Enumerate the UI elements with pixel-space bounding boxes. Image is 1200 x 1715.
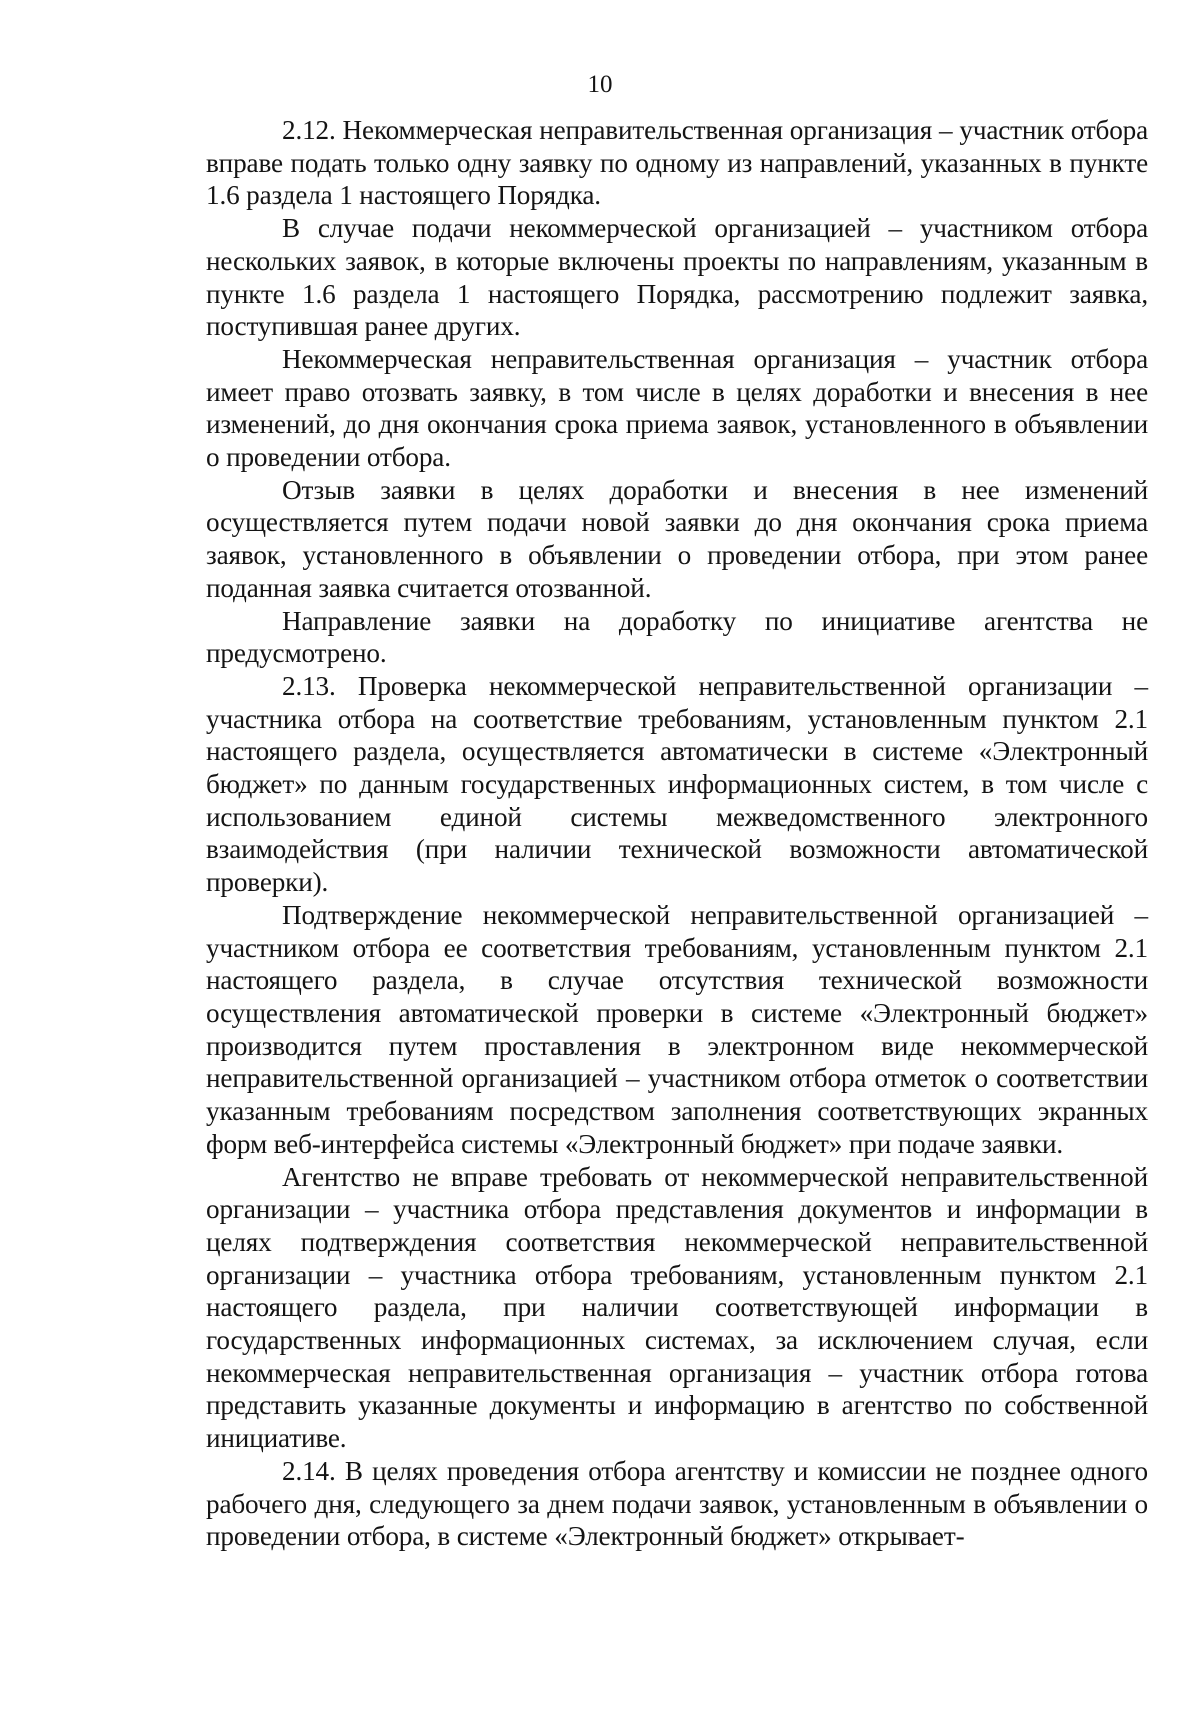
paragraph-withdraw-application: Некоммерческая неправительственная организация – участник отбора имеет право отозвать заявку, в том числе в целях доработки и внесения в нее изменений, до дня окончания срока приема заявок, установленного в объявлении о проведении отбора. bbox=[206, 343, 1148, 473]
paragraph-withdrawal-procedure: Отзыв заявки в целях доработки и внесения в нее изменений осуществляется путем подачи новой заявки до дня окончания срока приема заявок, установленного в объявлении о проведении отбора, при этом ранее поданная заявка считается отозванной. bbox=[206, 474, 1148, 603]
paragraph-2-13: 2.13. Проверка некоммерческой неправительственной организации – участника отбора на соответствие требованиям, установленным пунктом 2.1 настоящего раздела, осуществляется автоматически в системе «Электронный бюджет» по данным государственных информационных систем, в том числе с использованием единой системы межведомственного электронного взаимодействия (при наличии технической возможности автоматической проверки). bbox=[206, 670, 1148, 898]
paragraph-multiple-applications: В случае подачи некоммерческой организацией – участником отбора нескольких заявок, в которые включены проекты по направлениям, указанным в пункте 1.6 раздела 1 настоящего Порядка, рассмотрению подлежит заявка, поступившая ранее других. bbox=[206, 213, 1148, 342]
paragraph-2-14: 2.14. В целях проведения отбора агентству и комиссии не позднее одного рабочего дня, следующего за днем подачи заявок, установленным в объявлении о проведении отбора, в системе «Электронный бюджет» открывает- bbox=[206, 1455, 1148, 1552]
paragraph-2-12: 2.12. Некоммерческая неправительственная организация – участник отбора вправе подать только одну заявку по одному из направлений, указанных в пункте 1.6 раздела 1 настоящего Порядка. bbox=[206, 115, 1148, 211]
page-number: 10 bbox=[587, 71, 613, 98]
paragraph-agency-requirements: Агентство не вправе требовать от некоммерческой неправительственной организации – участника отбора представления документов и информации в целях подтверждения соответствия некоммерческой неправительственной организации – участника отбора требованиям, установленным пунктом 2.1 настоящего раздела, при наличии соответствующей информации в государственных информационных системах, за исключением случая, если некоммерческая неправительственная организация – участник отбора готова представить указанные документы и информацию в агентство по собственной инициативе. bbox=[206, 1161, 1148, 1454]
paragraph-compliance-confirmation: Подтверждение некоммерческой неправительственной организацией – участником отбора ее соответствия требованиям, установленным пунктом 2.1 настоящего раздела, в случае отсутствия технической возможности осуществления автоматической проверки в системе «Электронный бюджет» производится путем проставления в электронном виде некоммерческой неправительственной организацией – участником отбора отметок о соответствии указанным требованиям посредством заполнения соответствующих экранных форм веб-интерфейса системы «Электронный бюджет» при подаче заявки. bbox=[206, 899, 1148, 1159]
paragraph-agency-initiative: Направление заявки на доработку по инициативе агентства не предусмотрено. bbox=[206, 605, 1148, 669]
document-body bbox=[206, 114, 1148, 1553]
